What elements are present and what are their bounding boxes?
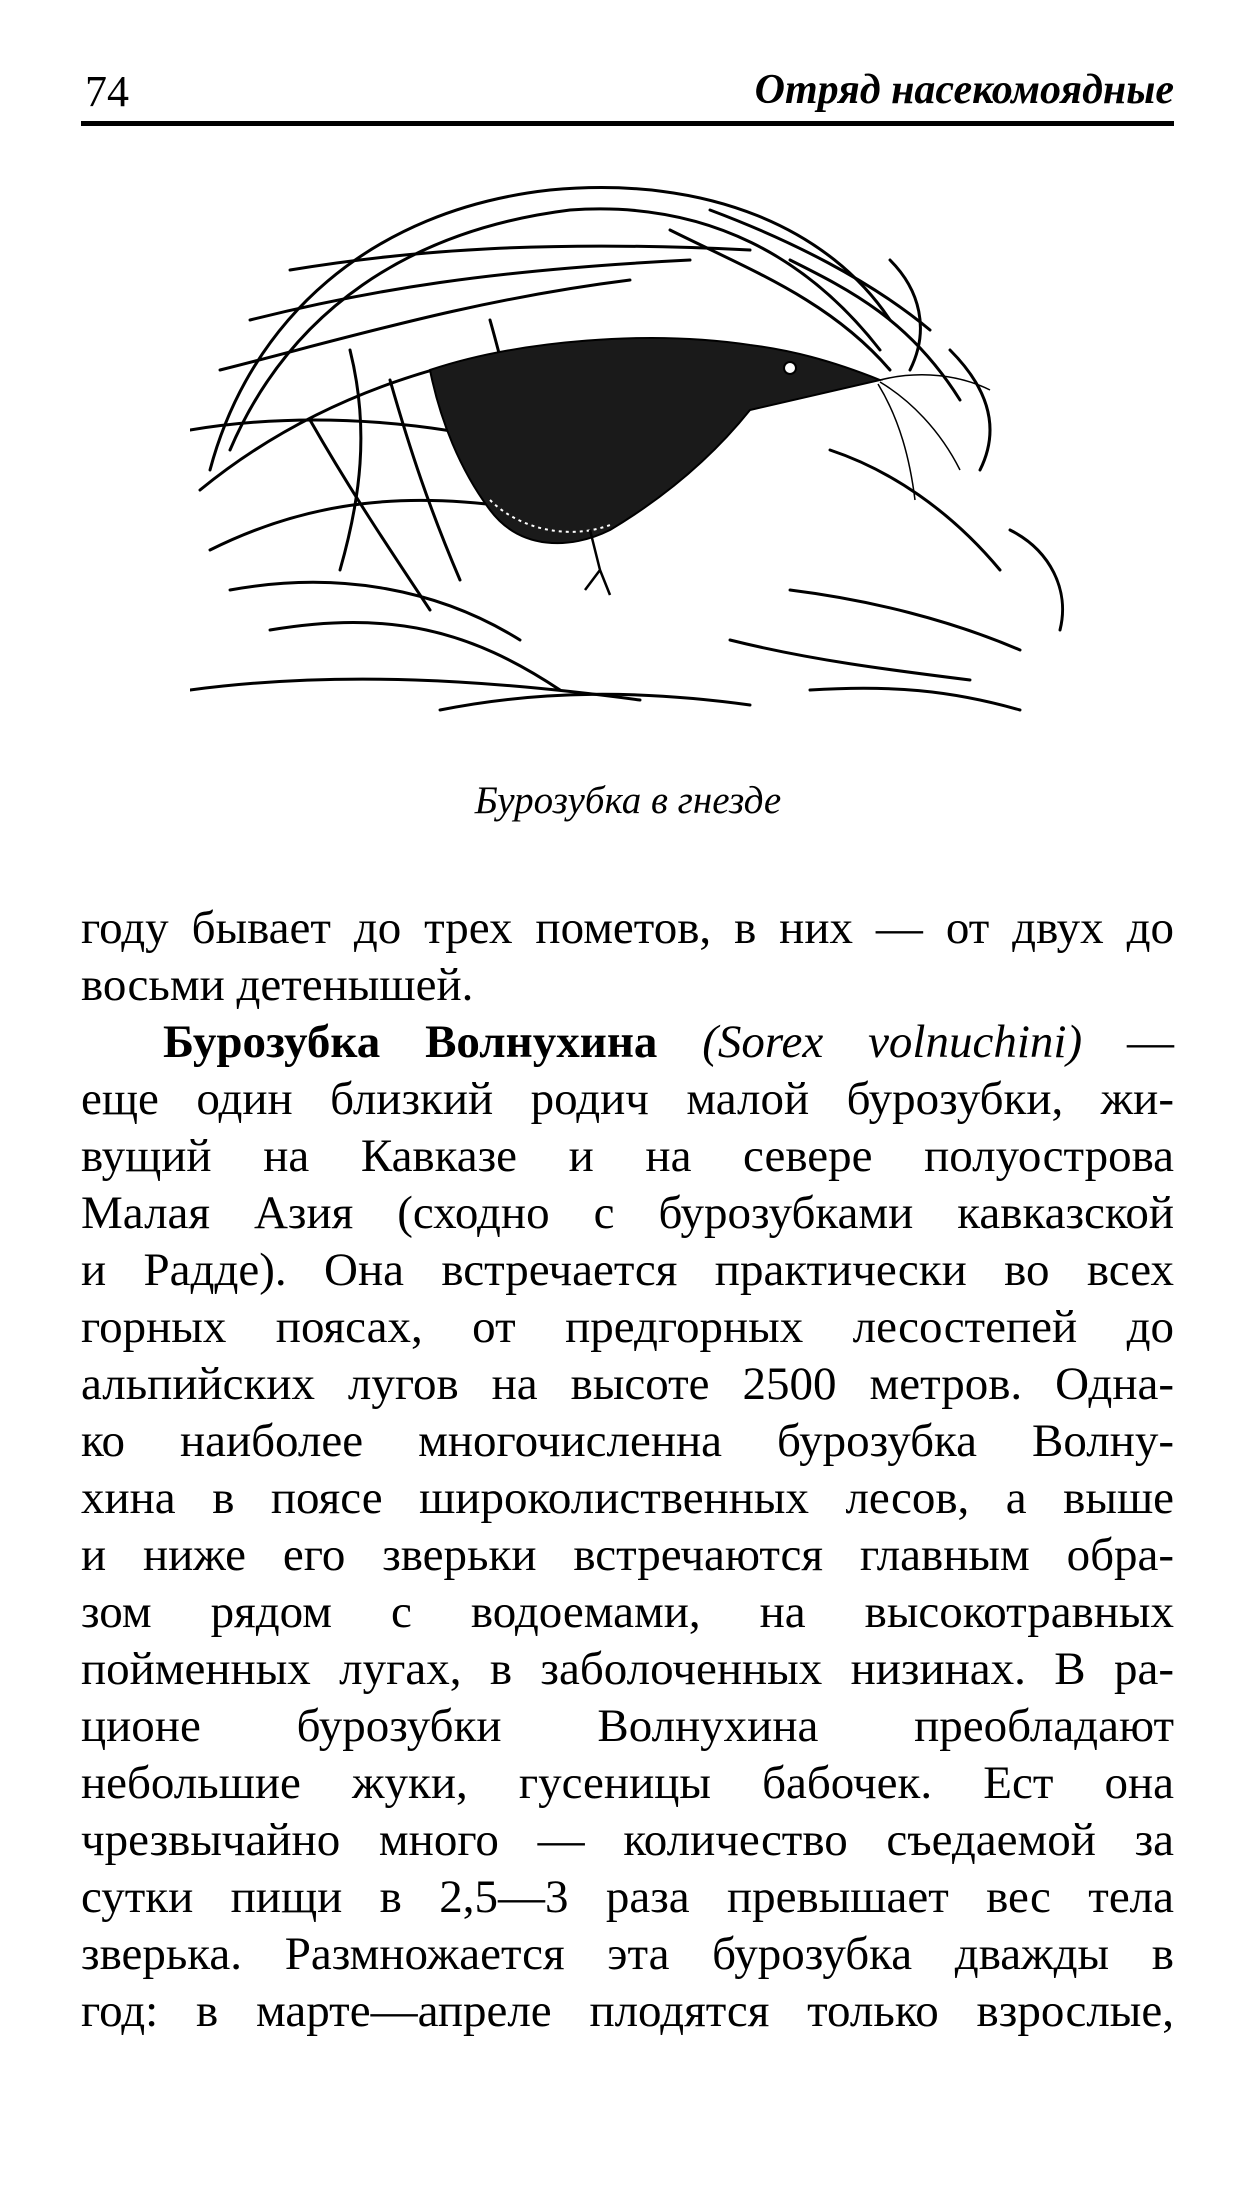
text-line: альпийских лугов на высоте 2500 метров. Одна- xyxy=(81,1358,1174,1410)
text-line: еще один близкий родич малой бурозубки, жи- xyxy=(81,1073,1174,1125)
text-line: и ниже его зверьки встречаются главным обра- xyxy=(81,1529,1174,1581)
header-rule xyxy=(81,121,1174,126)
species-name: Бурозубка Волнухина xyxy=(163,1016,658,1068)
text-line: зом рядом с водоемами, на высокотравных xyxy=(81,1586,1174,1638)
text-line: году бывает до трех пометов, в них — от двух до xyxy=(81,902,1174,954)
text-line: зверька. Размножается эта бурозубка дважды в xyxy=(81,1928,1174,1980)
text-line: пойменных лугах, в заболоченных низинах. В ра- xyxy=(81,1643,1174,1695)
text-line: Малая Азия (сходно с бурозубками кавказской xyxy=(81,1187,1174,1239)
text-line: и Радде). Она встречается практически во всех xyxy=(81,1244,1174,1296)
figure-caption: Бурозубка в гнезде xyxy=(474,779,782,822)
text-line: вущий на Кавказе и на севере полуострова xyxy=(81,1130,1174,1182)
shrew-in-nest-illustration xyxy=(190,170,1110,750)
text-line: ционе бурозубки Волнухина преобладают xyxy=(81,1700,1174,1752)
text-line: небольшие жуки, гусеницы бабочек. Ест она xyxy=(81,1757,1174,1809)
text-line: Бурозубка Волнухина (Sorex volnuchini) — xyxy=(163,1016,1174,1068)
text-line: сутки пищи в 2,5—3 раза превышает вес тела xyxy=(81,1871,1174,1923)
text-line: хина в поясе широколиственных лесов, а выше xyxy=(81,1472,1174,1524)
running-header xyxy=(81,62,1174,124)
text-line: горных поясах, от предгорных лесостепей до xyxy=(81,1301,1174,1353)
latin-name: (Sorex volnuchini) xyxy=(702,1016,1083,1068)
text-line: чрезвычайно много — количество съедаемой за xyxy=(81,1814,1174,1866)
text-line: ко наиболее многочисленна бурозубка Волну- xyxy=(81,1415,1174,1467)
text-line: восьми детенышей. xyxy=(81,959,474,1011)
body-text xyxy=(81,900,1174,2040)
page-number: 74 xyxy=(85,67,129,116)
running-title: Отряд насекомоядные xyxy=(754,67,1174,113)
text-line: год: в марте—апреле плодятся только взрослые, xyxy=(81,1985,1174,2037)
